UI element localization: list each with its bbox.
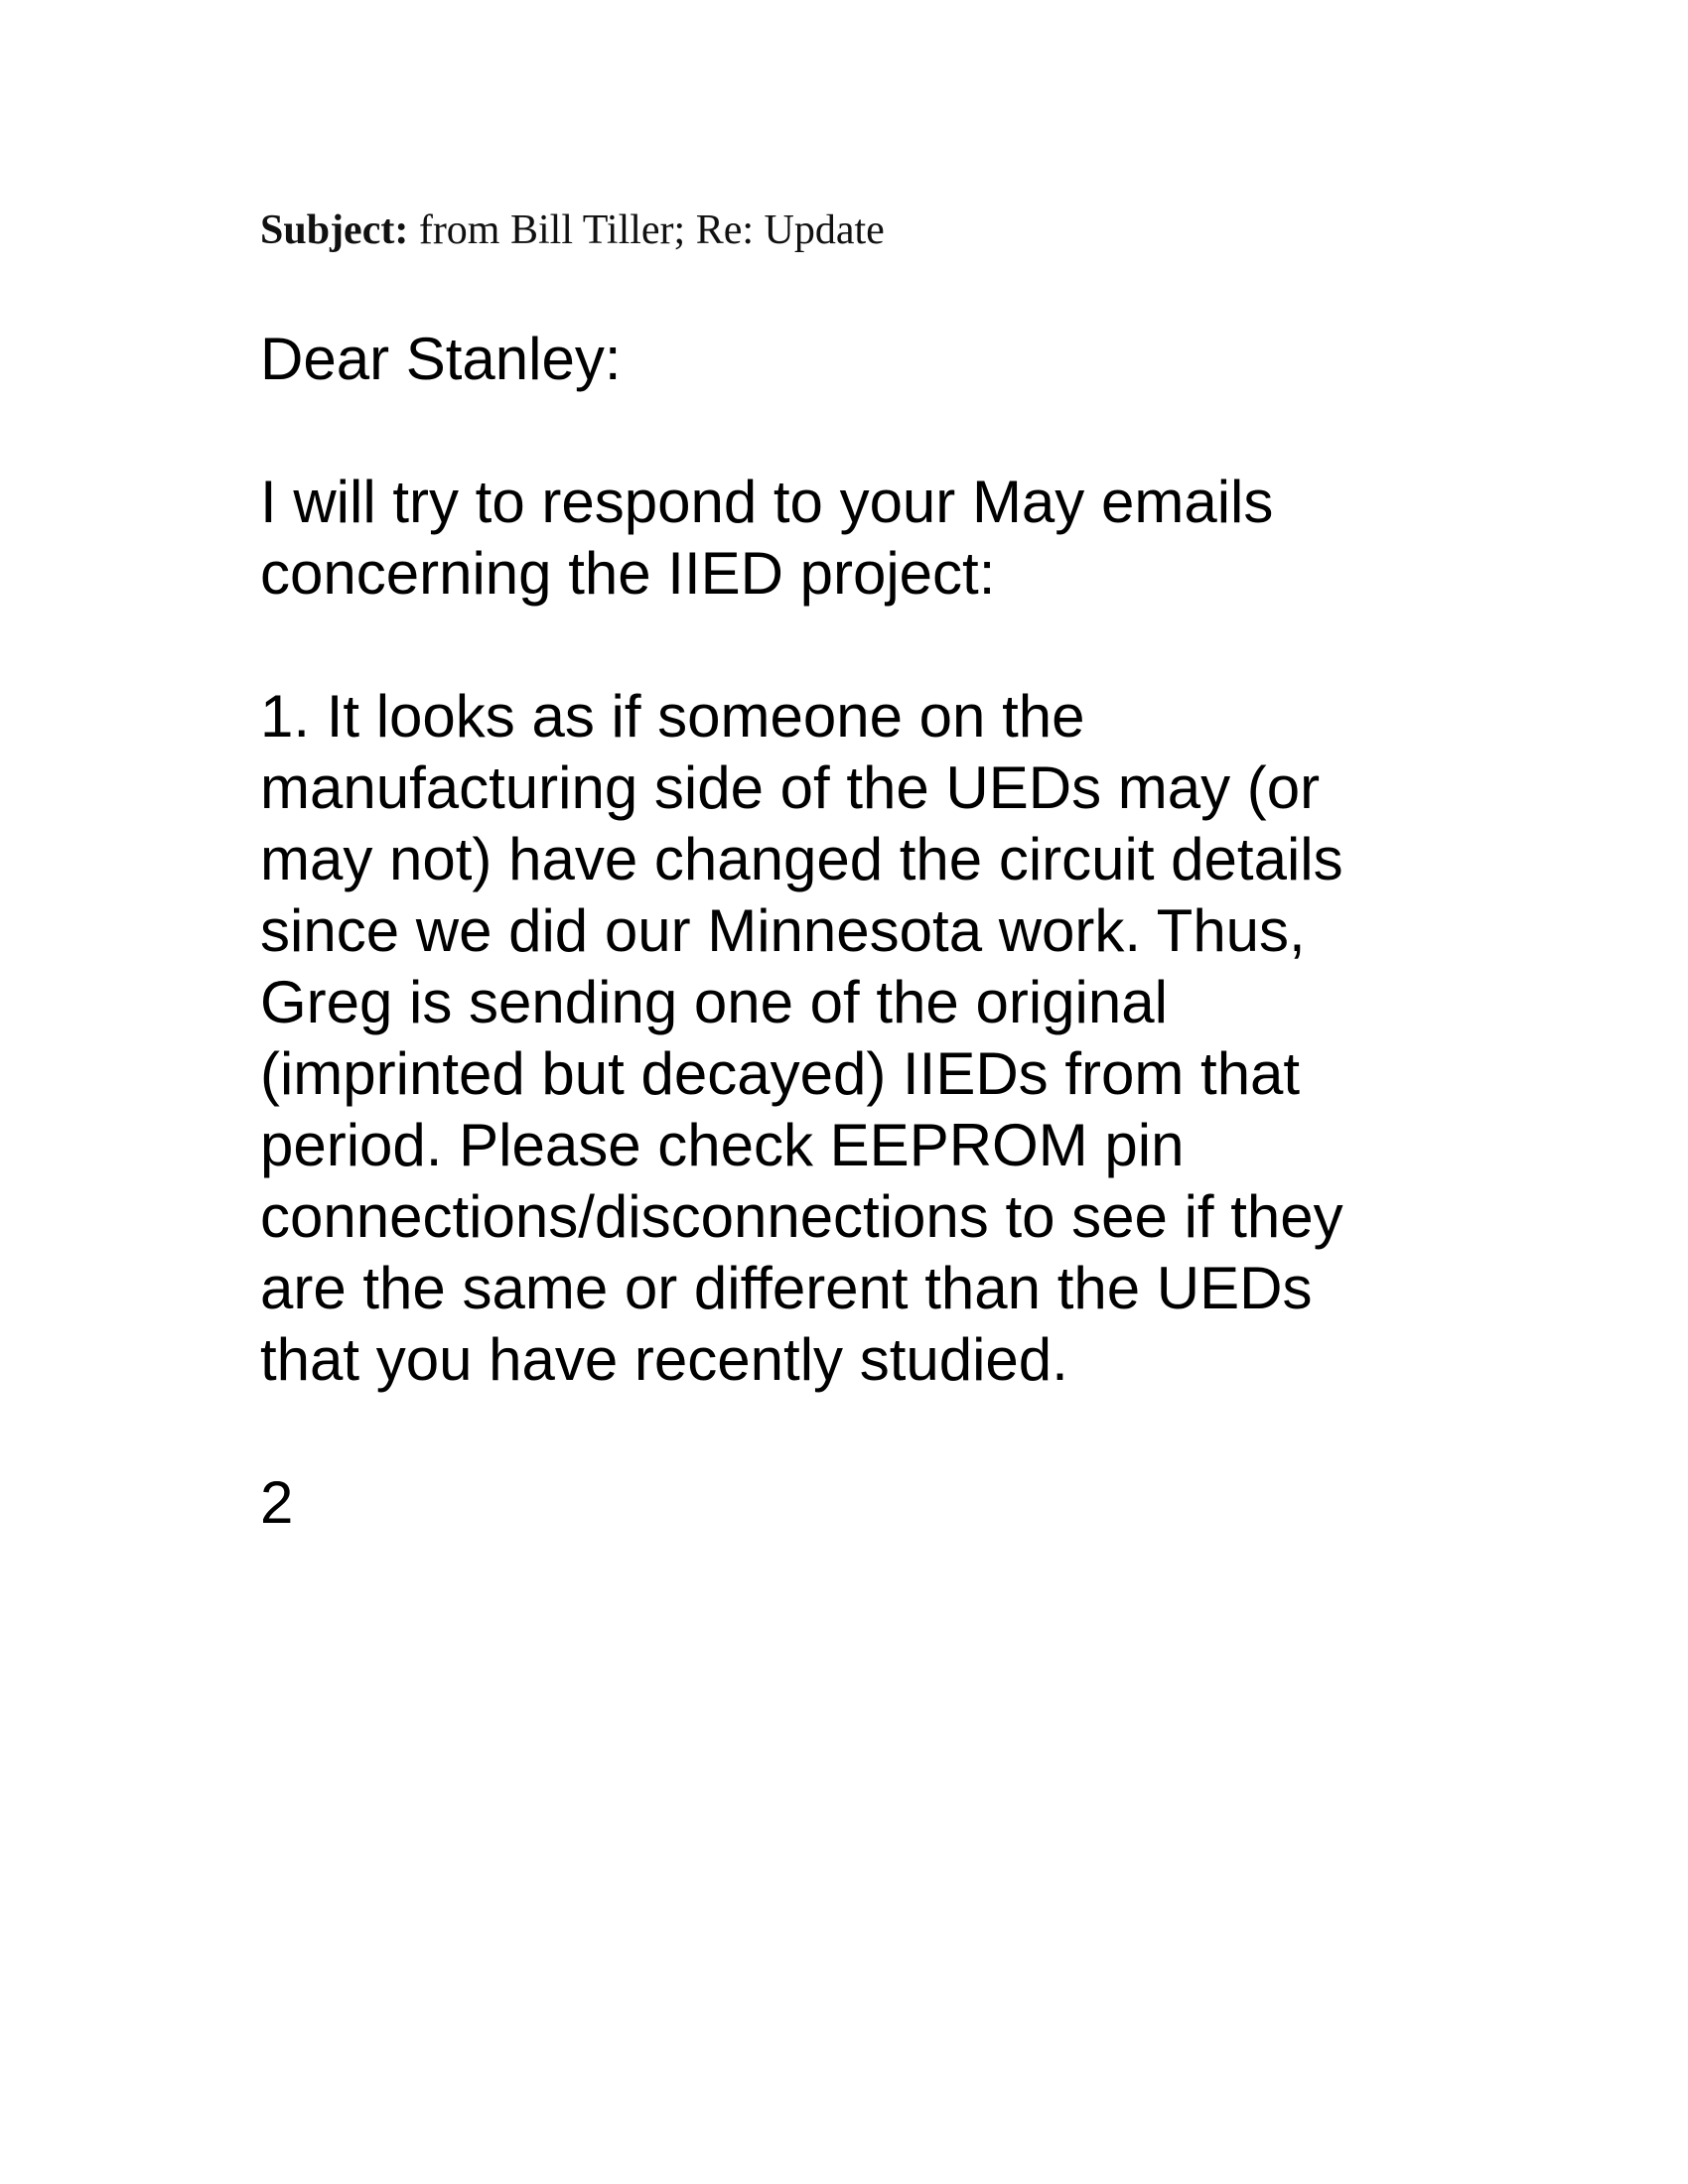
text-line: Greg is sending one of the original <box>260 969 1168 1035</box>
text-line: connections/disconnections to see if they <box>260 1183 1343 1250</box>
subject-label: Subject: <box>260 207 409 253</box>
text-line: manufacturing side of the UEDs may (or <box>260 754 1321 821</box>
text-line: concerning the IIED project: <box>260 540 996 607</box>
intro-paragraph <box>260 467 1452 610</box>
numbered-item-1 <box>260 681 1452 1396</box>
text-line: period. Please check EEPROM pin <box>260 1112 1185 1178</box>
text-line: that you have recently studied. <box>260 1326 1068 1393</box>
greeting-text: Dear Stanley: <box>260 326 622 392</box>
text-line: I will try to respond to your May emails <box>260 469 1274 535</box>
item-number: 2 <box>260 1469 294 1536</box>
text-line: since we did our Minnesota work. Thus, <box>260 897 1306 964</box>
text-line: 1. It looks as if someone on the <box>260 683 1085 750</box>
subject-line <box>260 205 885 256</box>
text-line: may not) have changed the circuit details <box>260 826 1343 892</box>
text-line: (imprinted but decayed) IIEDs from that <box>260 1040 1301 1107</box>
greeting <box>260 324 1452 395</box>
text-line: are the same or different than the UEDs <box>260 1255 1313 1321</box>
numbered-item-2 <box>260 1467 1452 1539</box>
subject-text: from Bill Tiller; Re: Update <box>418 207 885 253</box>
